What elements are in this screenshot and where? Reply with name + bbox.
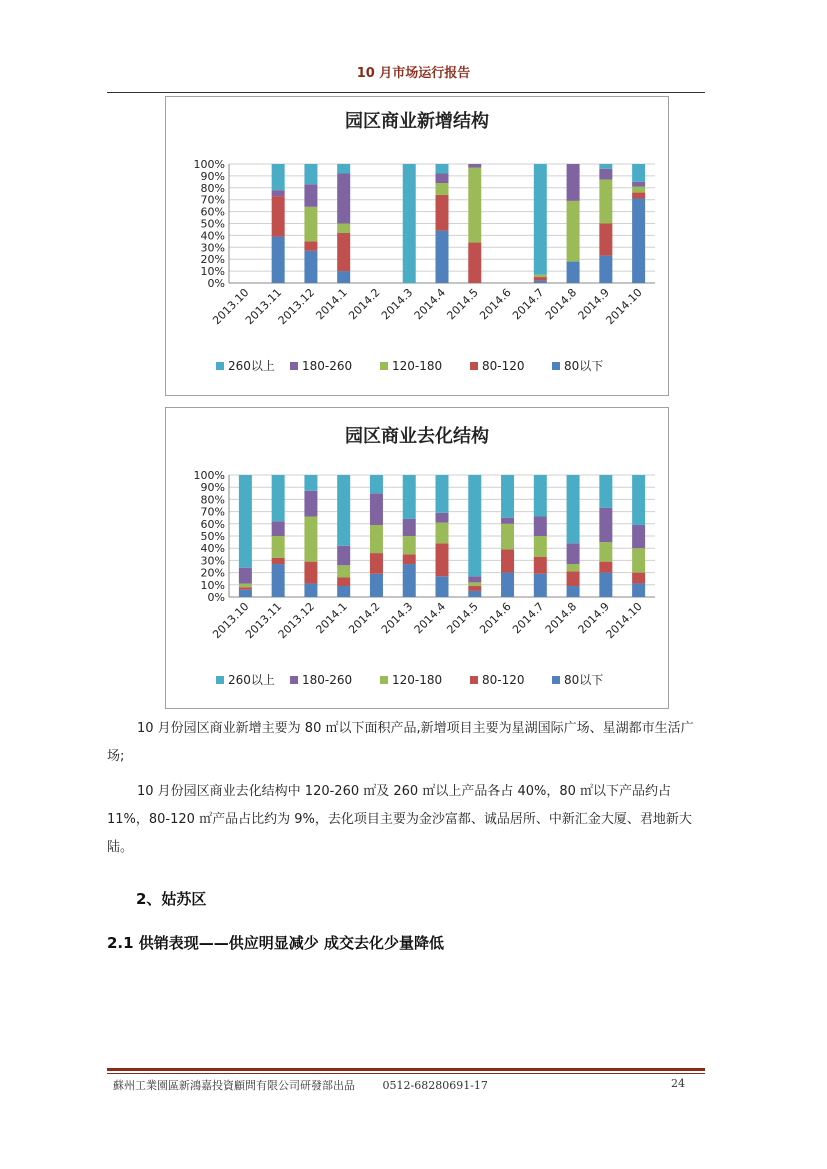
bar-segment [272,237,285,283]
legend-swatch [470,676,478,684]
x-tick-label: 2014.10 [603,599,645,642]
y-tick-label: 10% [200,265,225,279]
chart-title: 园区商业去化结构 [345,426,489,447]
bar-segment [599,256,612,283]
bar-segment [239,587,252,589]
bar-segment [632,182,645,187]
bar-segment [403,475,416,519]
x-tick-label: 2014.2 [346,599,383,637]
legend-label: 120-180 [392,359,443,373]
bar-segment [272,475,285,521]
bar-segment [567,564,580,571]
bar-segment [567,571,580,586]
y-tick-label: 10% [200,578,225,592]
bar-segment [272,196,285,236]
y-tick-label: 0% [207,277,225,290]
x-tick-label: 2014.6 [477,599,514,637]
legend-label: 180-260 [302,359,353,373]
bar-segment [436,164,449,174]
bar-segment [468,582,481,586]
bar-segment [632,548,645,572]
bar-segment [337,164,350,174]
x-tick-label: 2013.11 [242,285,285,328]
y-tick-label: 90% [200,169,225,183]
bar-segment [632,525,645,548]
new-supply-chart [165,96,669,396]
bar-segment [337,565,350,577]
y-tick-label: 0% [207,591,225,604]
legend-label: 180-260 [302,673,353,687]
bar-segment [632,187,645,193]
x-tick-label: 2014.3 [378,599,416,637]
y-tick-label: 80% [200,181,225,195]
legend-label: 80-120 [482,359,525,373]
bar-segment [272,558,285,564]
x-tick-label: 2014.5 [444,599,481,637]
bar-segment [436,183,449,195]
bar-segment [403,564,416,597]
bar-segment [501,524,514,550]
bar-segment [534,281,547,283]
bar-segment [370,475,383,493]
legend-swatch [216,362,224,370]
y-tick-label: 60% [200,517,225,531]
bar-segment [501,573,514,597]
y-tick-label: 90% [200,481,225,495]
x-tick-label: 2014.6 [477,285,514,323]
new-supply-chart-svg [166,97,668,395]
bar-segment [304,251,317,283]
y-tick-label: 50% [200,530,225,543]
legend-label: 80-120 [482,673,525,687]
header-divider [107,92,705,93]
x-tick-label: 2014.1 [313,599,350,637]
bar-segment [534,164,547,275]
x-tick-label: 2014.8 [542,285,580,323]
chart-title: 园区商业新增结构 [345,111,489,132]
x-tick-label: 2014.2 [346,285,383,323]
y-tick-label: 70% [200,505,225,519]
bar-segment [239,584,252,588]
legend-label: 80以下 [564,359,604,373]
bar-segment [436,231,449,283]
bar-segment [403,536,416,554]
bar-segment [632,573,645,584]
bar-segment [272,164,285,190]
y-tick-label: 40% [200,229,225,243]
bar-segment [337,475,350,546]
bar-segment [304,164,317,184]
bar-segment [304,207,317,242]
bar-segment [272,536,285,558]
bar-segment [436,576,449,597]
bar-segment [599,179,612,223]
bar-segment [403,554,416,564]
bar-segment [468,475,481,576]
paragraph-absorption: 10 月份园区商业去化结构中 120-260 ㎡及 260 ㎡以上产品各占 40%，80 ㎡以下产品约占 11%，80-120 ㎡产品占比约为 9%，去化项目主要为金沙富都、诚品居所、中新汇金大厦、君地新大陆。 [107,784,692,855]
bar-segment [370,553,383,574]
bar-segment [468,168,481,243]
bar-segment [436,195,449,231]
x-tick-label: 2013.11 [242,599,285,642]
bar-segment [337,174,350,224]
x-tick-label: 2014.7 [510,599,547,637]
bar-segment [468,591,481,597]
bar-segment [599,562,612,573]
legend-label: 80以下 [564,673,604,687]
legend-swatch [290,676,298,684]
bar-segment [304,562,317,584]
x-tick-label: 2014.5 [444,285,481,323]
bar-segment [436,543,449,576]
bar-segment [632,475,645,525]
bar-segment [599,475,612,508]
legend-swatch [380,362,388,370]
bar-segment [599,508,612,542]
bar-segment [567,201,580,262]
bar-segment [468,164,481,168]
x-tick-label: 2013.10 [210,599,252,642]
footer-company: 蘇州工業園區新鴻嘉投資顧問有限公司研發部出品 [113,1079,355,1092]
legend-swatch [552,676,560,684]
bar-segment [403,164,416,283]
bar-segment [304,491,317,517]
x-tick-label: 2014.10 [603,285,645,328]
bar-segment [304,241,317,251]
bar-segment [599,169,612,180]
section-heading: 2、姑苏区 [136,890,207,908]
bar-segment [337,586,350,597]
bar-segment [468,586,481,591]
y-tick-label: 20% [200,566,225,580]
x-tick-label: 2014.4 [411,599,449,637]
bar-segment [567,262,580,283]
bar-segment [567,586,580,597]
bar-segment [337,577,350,586]
bar-segment [436,523,449,544]
y-tick-label: 50% [200,217,225,231]
bar-segment [239,590,252,597]
bar-segment [567,543,580,564]
x-tick-label: 2013.10 [210,285,252,328]
bar-segment [304,516,317,561]
bar-segment [534,277,547,281]
x-tick-label: 2014.7 [510,285,547,323]
y-tick-label: 30% [200,241,225,255]
x-tick-label: 2014.9 [575,599,612,637]
bar-segment [337,224,350,234]
bar-segment [599,542,612,562]
y-tick-label: 100% [193,158,225,171]
legend-swatch [552,362,560,370]
bar-segment [599,164,612,169]
bar-segment [501,475,514,518]
x-tick-label: 2014.1 [313,285,350,323]
legend-label: 120-180 [392,673,443,687]
footer-divider-thick [107,1068,705,1071]
bar-segment [436,174,449,184]
legend-swatch [290,362,298,370]
legend-label: 260以上 [228,359,275,373]
bar-segment [403,519,416,536]
paragraph-new-supply: 10 月份园区商业新增主要为 80 ㎡以下面积产品,新增项目主要为星湖国际广场、星湖都市生活广场; [107,721,694,764]
bar-segment [272,190,285,196]
page-number: 24 [671,1077,685,1090]
y-tick-label: 60% [200,205,225,219]
y-tick-label: 70% [200,193,225,207]
analysis-text [107,715,705,862]
y-tick-label: 30% [200,554,225,568]
legend-swatch [216,676,224,684]
bar-segment [304,475,317,491]
bar-segment [632,584,645,597]
bar-segment [272,564,285,597]
bar-segment [239,568,252,584]
bar-segment [632,164,645,182]
y-tick-label: 40% [200,542,225,556]
x-tick-label: 2014.8 [542,599,580,637]
bar-segment [304,184,317,207]
bar-segment [468,243,481,283]
bar-segment [534,536,547,557]
bar-segment [304,584,317,597]
legend-swatch [470,362,478,370]
bar-segment [436,513,449,523]
bar-segment [272,521,285,536]
x-tick-label: 2014.3 [378,285,416,323]
y-tick-label: 80% [200,493,225,507]
bar-segment [501,549,514,572]
bar-segment [436,475,449,513]
bar-segment [337,233,350,271]
footer [113,1077,693,1093]
subsection-heading: 2.1 供销表现——供应明显减少 成交去化少量降低 [107,934,445,952]
bar-segment [468,576,481,582]
bar-segment [534,557,547,574]
bar-segment [370,525,383,553]
y-tick-label: 100% [193,469,225,482]
x-tick-label: 2013.12 [275,285,318,328]
bar-segment [534,516,547,536]
bar-segment [599,573,612,597]
bar-segment [534,475,547,516]
x-tick-label: 2013.12 [275,599,318,642]
bar-segment [534,275,547,277]
footer-divider-thin [107,1073,705,1074]
x-tick-label: 2014.9 [575,285,612,323]
bar-segment [337,546,350,566]
bar-segment [501,518,514,524]
bar-segment [239,475,252,568]
legend-swatch [380,676,388,684]
legend-label: 260以上 [228,673,275,687]
bar-segment [370,493,383,525]
bar-segment [567,475,580,543]
bar-segment [337,271,350,283]
absorption-chart-svg [166,408,668,708]
x-tick-label: 2014.4 [411,285,449,323]
bar-segment [599,224,612,256]
footer-phone: 0512-68280691-17 [382,1079,488,1092]
y-tick-label: 20% [200,253,225,267]
report-header-title: 10 月市场运行报告 [356,66,471,81]
bar-segment [567,164,580,201]
absorption-chart [165,407,669,709]
bar-segment [632,193,645,199]
bar-segment [534,574,547,597]
bar-segment [370,574,383,597]
bar-segment [632,199,645,283]
